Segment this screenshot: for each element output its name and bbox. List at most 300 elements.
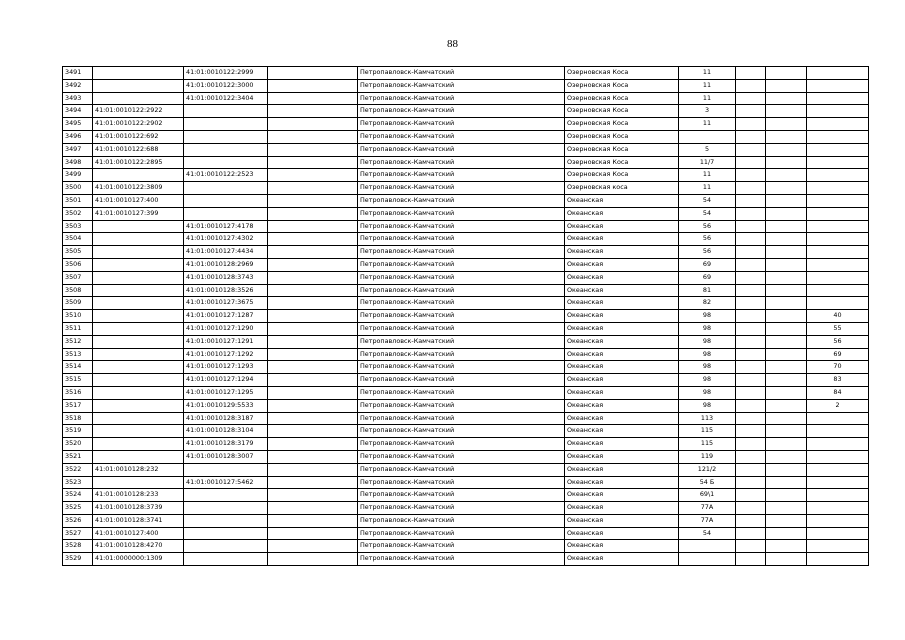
empty-cell [766, 450, 807, 463]
building-cadastral-number-cell [184, 527, 268, 540]
empty-cell [766, 207, 807, 220]
empty-cell [268, 271, 358, 284]
city-cell: Петропавловск-Камчатский [358, 143, 565, 156]
page-number: 88 [447, 38, 458, 50]
apartment-number-cell: 69 [807, 348, 869, 361]
city-cell: Петропавловск-Камчатский [358, 438, 565, 451]
apartment-number-cell [807, 130, 869, 143]
empty-cell [268, 79, 358, 92]
empty-cell [268, 476, 358, 489]
building-cadastral-number-cell: 41:01:0010128:3187 [184, 412, 268, 425]
city-cell: Петропавловск-Камчатский [358, 79, 565, 92]
land-cadastral-number-cell: 41:01:0010128:3741 [93, 514, 184, 527]
street-cell: Океанская [565, 450, 679, 463]
building-cadastral-number-cell: 41:01:0010127:1295 [184, 386, 268, 399]
city-cell: Петропавловск-Камчатский [358, 540, 565, 553]
apartment-number-cell [807, 514, 869, 527]
empty-cell [766, 130, 807, 143]
street-cell: Океанская [565, 412, 679, 425]
row-number-cell: 3525 [63, 502, 93, 515]
city-cell: Петропавловск-Камчатский [358, 310, 565, 323]
empty-cell [766, 348, 807, 361]
street-cell: Океанская [565, 207, 679, 220]
apartment-number-cell: 2 [807, 399, 869, 412]
house-number-cell: 11 [679, 118, 736, 131]
house-number-cell: 11 [679, 169, 736, 182]
apartment-number-cell [807, 169, 869, 182]
apartment-number-cell: 55 [807, 322, 869, 335]
house-number-cell: 5 [679, 143, 736, 156]
empty-cell [766, 297, 807, 310]
building-cadastral-number-cell [184, 463, 268, 476]
row-number-cell: 3505 [63, 246, 93, 259]
table-row [63, 438, 869, 451]
empty-cell [268, 450, 358, 463]
empty-cell [766, 425, 807, 438]
row-number-cell: 3518 [63, 412, 93, 425]
street-cell: Океанская [565, 476, 679, 489]
street-cell: Океанская [565, 489, 679, 502]
house-number-cell [679, 130, 736, 143]
empty-cell [736, 412, 766, 425]
table-row [63, 156, 869, 169]
city-cell: Петропавловск-Камчатский [358, 156, 565, 169]
empty-cell [736, 322, 766, 335]
building-cadastral-number-cell [184, 130, 268, 143]
street-cell: Озерновская Коса [565, 130, 679, 143]
city-cell: Петропавловск-Камчатский [358, 399, 565, 412]
empty-cell [736, 502, 766, 515]
land-cadastral-number-cell [93, 297, 184, 310]
city-cell: Петропавловск-Камчатский [358, 412, 565, 425]
land-cadastral-number-cell [93, 67, 184, 80]
empty-cell [736, 220, 766, 233]
empty-cell [268, 463, 358, 476]
row-number-cell: 3508 [63, 284, 93, 297]
empty-cell [766, 527, 807, 540]
empty-cell [766, 540, 807, 553]
street-cell: Океанская [565, 514, 679, 527]
table-row [63, 540, 869, 553]
building-cadastral-number-cell: 41:01:0010127:4302 [184, 233, 268, 246]
empty-cell [766, 67, 807, 80]
empty-cell [268, 156, 358, 169]
house-number-cell: 98 [679, 374, 736, 387]
row-number-cell: 3509 [63, 297, 93, 310]
city-cell: Петропавловск-Камчатский [358, 527, 565, 540]
table-row [63, 233, 869, 246]
apartment-number-cell [807, 246, 869, 259]
table-row [63, 220, 869, 233]
land-cadastral-number-cell: 41:01:0000000:1309 [93, 553, 184, 566]
empty-cell [736, 425, 766, 438]
building-cadastral-number-cell [184, 502, 268, 515]
house-number-cell: 69 [679, 258, 736, 271]
street-cell: Озерновская Коса [565, 169, 679, 182]
table-row [63, 399, 869, 412]
empty-cell [268, 425, 358, 438]
empty-cell [736, 489, 766, 502]
row-number-cell: 3517 [63, 399, 93, 412]
apartment-number-cell [807, 450, 869, 463]
table-row [63, 182, 869, 195]
building-cadastral-number-cell: 41:01:0010127:5462 [184, 476, 268, 489]
empty-cell [736, 233, 766, 246]
empty-cell [736, 540, 766, 553]
land-cadastral-number-cell: 41:01:0010128:233 [93, 489, 184, 502]
empty-cell [766, 310, 807, 323]
empty-cell [268, 233, 358, 246]
apartment-number-cell [807, 207, 869, 220]
table-row [63, 297, 869, 310]
house-number-cell: 98 [679, 310, 736, 323]
table-row [63, 92, 869, 105]
empty-cell [268, 310, 358, 323]
empty-cell [766, 284, 807, 297]
registry-table-body [63, 67, 869, 566]
land-cadastral-number-cell: 41:01:0010122:2895 [93, 156, 184, 169]
building-cadastral-number-cell: 41:01:0010128:3104 [184, 425, 268, 438]
empty-cell [766, 386, 807, 399]
city-cell: Петропавловск-Камчатский [358, 246, 565, 259]
apartment-number-cell [807, 143, 869, 156]
building-cadastral-number-cell: 41:01:0010127:3675 [184, 297, 268, 310]
street-cell: Океанская [565, 425, 679, 438]
table-row [63, 476, 869, 489]
empty-cell [766, 476, 807, 489]
table-row [63, 194, 869, 207]
city-cell: Петропавловск-Камчатский [358, 450, 565, 463]
row-number-cell: 3502 [63, 207, 93, 220]
house-number-cell: 11/7 [679, 156, 736, 169]
empty-cell [766, 233, 807, 246]
empty-cell [268, 246, 358, 259]
land-cadastral-number-cell [93, 79, 184, 92]
empty-cell [268, 514, 358, 527]
empty-cell [736, 130, 766, 143]
house-number-cell: 11 [679, 79, 736, 92]
empty-cell [736, 297, 766, 310]
table-row [63, 322, 869, 335]
table-row [63, 207, 869, 220]
building-cadastral-number-cell [184, 553, 268, 566]
street-cell: Океанская [565, 348, 679, 361]
house-number-cell: 69\1 [679, 489, 736, 502]
empty-cell [268, 220, 358, 233]
empty-cell [268, 412, 358, 425]
table-row [63, 79, 869, 92]
building-cadastral-number-cell: 41:01:0010129:5533 [184, 399, 268, 412]
empty-cell [766, 514, 807, 527]
empty-cell [268, 335, 358, 348]
row-number-cell: 3514 [63, 361, 93, 374]
row-number-cell: 3513 [63, 348, 93, 361]
street-cell: Океанская [565, 361, 679, 374]
land-cadastral-number-cell [93, 399, 184, 412]
building-cadastral-number-cell: 41:01:0010127:1290 [184, 322, 268, 335]
empty-cell [268, 207, 358, 220]
land-cadastral-number-cell: 41:01:0010122:2902 [93, 118, 184, 131]
apartment-number-cell [807, 67, 869, 80]
house-number-cell: 69 [679, 271, 736, 284]
house-number-cell: 77А [679, 502, 736, 515]
table-row [63, 502, 869, 515]
empty-cell [736, 527, 766, 540]
empty-cell [766, 105, 807, 118]
empty-cell [766, 220, 807, 233]
house-number-cell: 98 [679, 348, 736, 361]
land-cadastral-number-cell: 41:01:0010127:400 [93, 527, 184, 540]
land-cadastral-number-cell: 41:01:0010122:2922 [93, 105, 184, 118]
building-cadastral-number-cell [184, 194, 268, 207]
empty-cell [268, 118, 358, 131]
apartment-number-cell [807, 297, 869, 310]
empty-cell [766, 194, 807, 207]
empty-cell [268, 489, 358, 502]
row-number-cell: 3522 [63, 463, 93, 476]
city-cell: Петропавловск-Камчатский [358, 386, 565, 399]
city-cell: Петропавловск-Камчатский [358, 169, 565, 182]
city-cell: Петропавловск-Камчатский [358, 130, 565, 143]
empty-cell [766, 553, 807, 566]
city-cell: Петропавловск-Камчатский [358, 489, 565, 502]
land-cadastral-number-cell [93, 361, 184, 374]
street-cell: Океанская [565, 194, 679, 207]
apartment-number-cell [807, 105, 869, 118]
street-cell: Океанская [565, 553, 679, 566]
house-number-cell: 56 [679, 233, 736, 246]
table-row [63, 130, 869, 143]
apartment-number-cell [807, 284, 869, 297]
land-cadastral-number-cell [93, 438, 184, 451]
apartment-number-cell [807, 156, 869, 169]
empty-cell [736, 553, 766, 566]
street-cell: Океанская [565, 246, 679, 259]
empty-cell [268, 527, 358, 540]
empty-cell [766, 463, 807, 476]
building-cadastral-number-cell: 41:01:0010128:3743 [184, 271, 268, 284]
empty-cell [736, 463, 766, 476]
empty-cell [268, 297, 358, 310]
empty-cell [268, 386, 358, 399]
row-number-cell: 3515 [63, 374, 93, 387]
street-cell: Океанская [565, 310, 679, 323]
row-number-cell: 3523 [63, 476, 93, 489]
building-cadastral-number-cell: 41:01:0010127:4178 [184, 220, 268, 233]
building-cadastral-number-cell [184, 143, 268, 156]
land-cadastral-number-cell: 41:01:0010127:399 [93, 207, 184, 220]
land-cadastral-number-cell [93, 348, 184, 361]
street-cell: Озерновская Коса [565, 118, 679, 131]
building-cadastral-number-cell: 41:01:0010127:1294 [184, 374, 268, 387]
empty-cell [736, 246, 766, 259]
empty-cell [268, 361, 358, 374]
city-cell: Петропавловск-Камчатский [358, 194, 565, 207]
land-cadastral-number-cell [93, 258, 184, 271]
apartment-number-cell [807, 220, 869, 233]
street-cell: Озерновская Коса [565, 67, 679, 80]
street-cell: Океанская [565, 335, 679, 348]
empty-cell [766, 374, 807, 387]
empty-cell [736, 67, 766, 80]
house-number-cell: 98 [679, 335, 736, 348]
city-cell: Петропавловск-Камчатский [358, 361, 565, 374]
empty-cell [736, 258, 766, 271]
table-row [63, 169, 869, 182]
street-cell: Океанская [565, 233, 679, 246]
row-number-cell: 3507 [63, 271, 93, 284]
empty-cell [736, 335, 766, 348]
apartment-number-cell [807, 438, 869, 451]
row-number-cell: 3512 [63, 335, 93, 348]
building-cadastral-number-cell: 41:01:0010127:1291 [184, 335, 268, 348]
house-number-cell: 81 [679, 284, 736, 297]
house-number-cell: 115 [679, 438, 736, 451]
city-cell: Петропавловск-Камчатский [358, 425, 565, 438]
empty-cell [268, 553, 358, 566]
land-cadastral-number-cell: 41:01:0010122:692 [93, 130, 184, 143]
row-number-cell: 3503 [63, 220, 93, 233]
empty-cell [766, 182, 807, 195]
apartment-number-cell [807, 118, 869, 131]
row-number-cell: 3491 [63, 67, 93, 80]
land-cadastral-number-cell [93, 386, 184, 399]
building-cadastral-number-cell [184, 540, 268, 553]
apartment-number-cell: 84 [807, 386, 869, 399]
row-number-cell: 3520 [63, 438, 93, 451]
empty-cell [766, 361, 807, 374]
house-number-cell: 11 [679, 92, 736, 105]
street-cell: Озерновская Коса [565, 156, 679, 169]
building-cadastral-number-cell [184, 105, 268, 118]
empty-cell [268, 348, 358, 361]
table-row [63, 143, 869, 156]
land-cadastral-number-cell: 41:01:0010128:4270 [93, 540, 184, 553]
city-cell: Петропавловск-Камчатский [358, 297, 565, 310]
empty-cell [736, 207, 766, 220]
row-number-cell: 3527 [63, 527, 93, 540]
city-cell: Петропавловск-Камчатский [358, 220, 565, 233]
city-cell: Петропавловск-Камчатский [358, 502, 565, 515]
empty-cell [736, 284, 766, 297]
city-cell: Петропавловск-Камчатский [358, 233, 565, 246]
house-number-cell: 3 [679, 105, 736, 118]
table-row [63, 450, 869, 463]
apartment-number-cell [807, 233, 869, 246]
table-row [63, 67, 869, 80]
apartment-number-cell [807, 502, 869, 515]
house-number-cell: 98 [679, 399, 736, 412]
land-cadastral-number-cell [93, 233, 184, 246]
building-cadastral-number-cell: 41:01:0010127:4434 [184, 246, 268, 259]
table-row [63, 361, 869, 374]
house-number-cell: 11 [679, 182, 736, 195]
house-number-cell: 54 [679, 207, 736, 220]
street-cell: Озерновская Коса [565, 143, 679, 156]
building-cadastral-number-cell: 41:01:0010122:2523 [184, 169, 268, 182]
city-cell: Петропавловск-Камчатский [358, 258, 565, 271]
row-number-cell: 3506 [63, 258, 93, 271]
row-number-cell: 3494 [63, 105, 93, 118]
street-cell: Океанская [565, 297, 679, 310]
house-number-cell: 121/2 [679, 463, 736, 476]
city-cell: Петропавловск-Камчатский [358, 182, 565, 195]
empty-cell [766, 143, 807, 156]
house-number-cell: 54 Б [679, 476, 736, 489]
street-cell: Океанская [565, 386, 679, 399]
house-number-cell: 77А [679, 514, 736, 527]
apartment-number-cell [807, 425, 869, 438]
land-cadastral-number-cell: 41:01:0010122:688 [93, 143, 184, 156]
apartment-number-cell [807, 540, 869, 553]
land-cadastral-number-cell [93, 335, 184, 348]
row-number-cell: 3500 [63, 182, 93, 195]
house-number-cell [679, 553, 736, 566]
land-cadastral-number-cell [93, 92, 184, 105]
street-cell: Озерновская Коса [565, 79, 679, 92]
empty-cell [268, 67, 358, 80]
street-cell: Океанская [565, 399, 679, 412]
city-cell: Петропавловск-Камчатский [358, 271, 565, 284]
apartment-number-cell [807, 79, 869, 92]
street-cell: Океанская [565, 463, 679, 476]
land-cadastral-number-cell [93, 450, 184, 463]
empty-cell [766, 118, 807, 131]
building-cadastral-number-cell: 41:01:0010128:3007 [184, 450, 268, 463]
row-number-cell: 3528 [63, 540, 93, 553]
building-cadastral-number-cell: 41:01:0010122:3404 [184, 92, 268, 105]
apartment-number-cell [807, 258, 869, 271]
empty-cell [736, 271, 766, 284]
empty-cell [766, 271, 807, 284]
city-cell: Петропавловск-Камчатский [358, 322, 565, 335]
empty-cell [736, 143, 766, 156]
table-row [63, 386, 869, 399]
house-number-cell: 56 [679, 220, 736, 233]
empty-cell [268, 194, 358, 207]
row-number-cell: 3504 [63, 233, 93, 246]
empty-cell [766, 399, 807, 412]
table-row [63, 246, 869, 259]
row-number-cell: 3499 [63, 169, 93, 182]
apartment-number-cell [807, 271, 869, 284]
street-cell: Океанская [565, 271, 679, 284]
house-number-cell: 82 [679, 297, 736, 310]
apartment-number-cell [807, 463, 869, 476]
land-cadastral-number-cell [93, 220, 184, 233]
empty-cell [766, 438, 807, 451]
street-cell: Океанская [565, 258, 679, 271]
street-cell: Океанская [565, 540, 679, 553]
building-cadastral-number-cell [184, 182, 268, 195]
building-cadastral-number-cell: 41:01:0010127:1293 [184, 361, 268, 374]
empty-cell [766, 156, 807, 169]
street-cell: Океанская [565, 438, 679, 451]
row-number-cell: 3521 [63, 450, 93, 463]
row-number-cell: 3510 [63, 310, 93, 323]
row-number-cell: 3519 [63, 425, 93, 438]
apartment-number-cell [807, 412, 869, 425]
empty-cell [736, 348, 766, 361]
empty-cell [268, 374, 358, 387]
street-cell: Океанская [565, 322, 679, 335]
row-number-cell: 3496 [63, 130, 93, 143]
empty-cell [736, 399, 766, 412]
land-cadastral-number-cell: 41:01:0010128:232 [93, 463, 184, 476]
table-row [63, 105, 869, 118]
apartment-number-cell: 56 [807, 335, 869, 348]
empty-cell [736, 476, 766, 489]
